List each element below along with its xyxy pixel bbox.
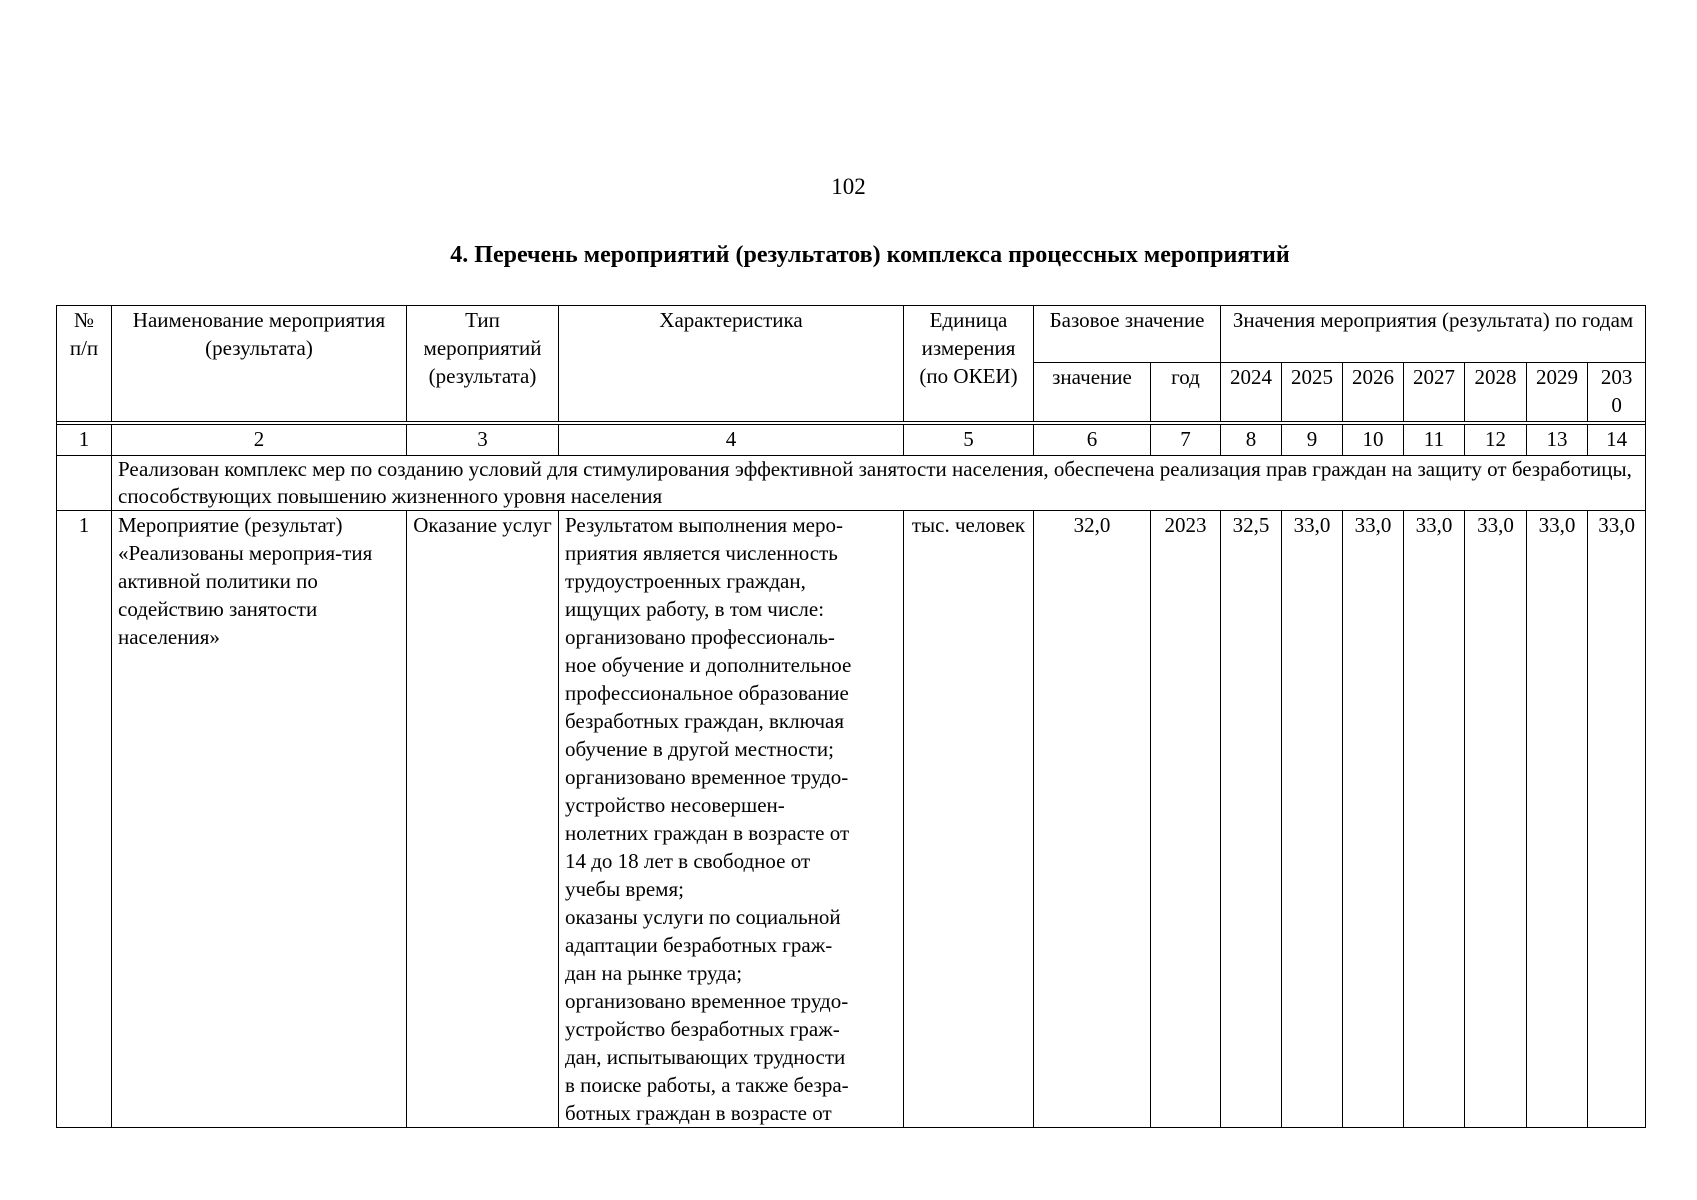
- column-number: 14: [1588, 425, 1646, 456]
- row-year-value: 33,0: [1588, 511, 1646, 1128]
- column-number: 13: [1527, 425, 1588, 456]
- header-num: № п/п: [57, 306, 112, 422]
- characteristic-line: Результатом выполнения меро-: [565, 513, 843, 537]
- header-base: Базовое значение: [1034, 306, 1221, 363]
- row-type: Оказание услуг: [407, 511, 559, 1128]
- column-number: 1: [57, 425, 112, 456]
- row-base-value: 32,0: [1034, 511, 1151, 1128]
- column-number: 8: [1221, 425, 1282, 456]
- header-unit: Единица измерения (по ОКЕИ): [904, 306, 1034, 422]
- characteristic-line: ное обучение и дополнительное: [565, 653, 852, 677]
- column-number: 11: [1404, 425, 1465, 456]
- header-year: 2027: [1404, 363, 1465, 422]
- characteristic-line: оказаны услуги по социальной: [565, 905, 841, 929]
- characteristic-line: ищущих работу, в том числе:: [565, 597, 825, 621]
- characteristic-line: учебы время;: [565, 877, 684, 901]
- characteristic-line: дан на рынке труда;: [565, 961, 743, 985]
- row-year-value: 33,0: [1282, 511, 1343, 1128]
- column-number: 3: [407, 425, 559, 456]
- characteristic-line: трудоустроенных граждан,: [565, 569, 806, 593]
- column-number: 9: [1282, 425, 1343, 456]
- column-number: 6: [1034, 425, 1151, 456]
- column-number: 5: [904, 425, 1034, 456]
- characteristic-line: устройство несовершен-: [565, 793, 785, 817]
- header-year: 2025: [1282, 363, 1343, 422]
- row-year-value: 33,0: [1527, 511, 1588, 1128]
- header-base-value: значение: [1034, 363, 1151, 422]
- section-title: 4. Перечень мероприятий (результатов) комплекса процессных мероприятий: [450, 242, 1290, 268]
- column-number: 7: [1151, 425, 1221, 456]
- row-num: 1: [57, 511, 112, 1128]
- header-year: 2024: [1221, 363, 1282, 422]
- characteristic-line: дан, испытывающих трудности: [565, 1045, 846, 1069]
- column-number: 12: [1465, 425, 1527, 456]
- characteristic-line: адаптации безработных граж-: [565, 933, 833, 957]
- measures-table: [56, 305, 1646, 1128]
- characteristic-line: организовано профессиональ-: [565, 625, 835, 649]
- characteristic-line: нолетних граждан в возрасте от: [565, 821, 850, 845]
- header-base-year: год: [1151, 363, 1221, 422]
- characteristic-line: организовано временное трудо-: [565, 989, 849, 1013]
- row-year-value: 33,0: [1404, 511, 1465, 1128]
- characteristic-line: приятия является численность: [565, 541, 838, 565]
- header-name: Наименование мероприятия (результата): [112, 306, 407, 422]
- header-characteristic: Характеристика: [559, 306, 904, 422]
- row-base-year: 2023: [1151, 511, 1221, 1128]
- header-year: 2026: [1343, 363, 1404, 422]
- characteristic-line: обучение в другой местности;: [565, 737, 834, 761]
- characteristic-line: безработных граждан, включая: [565, 709, 844, 733]
- characteristic-line: 14 до 18 лет в свободное от: [565, 849, 811, 873]
- characteristic-line: профессиональное образование: [565, 681, 849, 705]
- header-type: Тип мероприятий (результата): [407, 306, 559, 422]
- characteristic-line: в поиске работы, а также безра-: [565, 1073, 849, 1097]
- column-number: 10: [1343, 425, 1404, 456]
- header-by-years: Значения мероприятия (результата) по годам: [1221, 306, 1646, 363]
- characteristic-line: ботных граждан в возрасте от: [565, 1101, 832, 1125]
- goal-num-cell: [57, 456, 112, 511]
- header-year: 2029: [1527, 363, 1588, 422]
- row-year-value: 32,5: [1221, 511, 1282, 1128]
- header-year: 203 0: [1588, 363, 1646, 422]
- goal-text: Реализован комплекс мер по созданию условий для стимулирования эффективной занятости населения, обеспечена реализация прав граждан на защиту от безработицы, способствующих повышению жизненного уровня населения: [112, 456, 1646, 511]
- page-number: 102: [831, 174, 866, 199]
- row-year-value: 33,0: [1343, 511, 1404, 1128]
- characteristic-line: организовано временное трудо-: [565, 765, 849, 789]
- header-year: 2028: [1465, 363, 1527, 422]
- row-unit: тыс. человек: [904, 511, 1034, 1128]
- column-number: 4: [559, 425, 904, 456]
- row-year-value: 33,0: [1465, 511, 1527, 1128]
- column-number: 2: [112, 425, 407, 456]
- row-name: Мероприятие (результат) «Реализованы мероприя-тия активной политики по содействию занятости населения»: [112, 511, 407, 1128]
- characteristic-line: устройство безработных граж-: [565, 1017, 840, 1041]
- row-characteristic: [559, 511, 904, 1128]
